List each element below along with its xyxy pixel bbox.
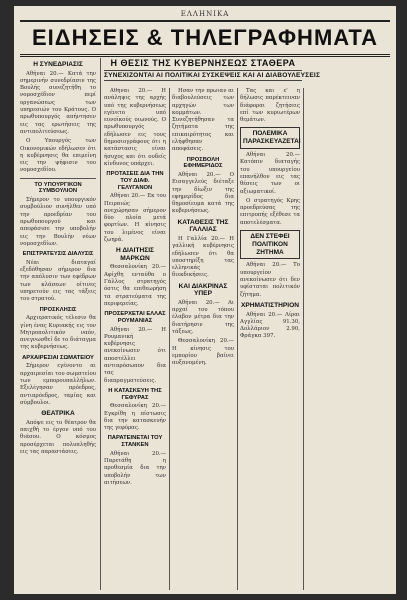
paragraph: Σήμερον εγένοντο αι αρχαιρεσίαι του σωματείου των εμπορουπαλλήλων. Εξελέγησαν πρόεδρος, αντιπρόεδρος, ταμίας και σύμβουλοι.: [20, 363, 96, 406]
paragraph: Θεσσαλονίκη 20.— Εγκρίθη η πίστωσις δια την κατασκευήν της γεφύρας.: [104, 403, 166, 432]
boxed-headline: ΔΕΝ ΣΤΕΦΕΙ ΠΟΛΙΤΙΚΟΝ ΖΗΤΗΜΑ: [240, 230, 300, 259]
paragraph: Σήμερον το υπουργικόν συμβούλιον συνήλθεν υπό την προεδρίαν του πρωθυπουργού και απεφάσισε την υποβολήν εις την Βουλήν νέων νομοσχεδίων.: [20, 197, 96, 247]
headline: ΠΡΟΣΚΛΗΣΙΣ: [39, 306, 77, 313]
headline: Η ΔΙΑΙΤΗΣΙΣ ΜΑΡΚΩΝ: [115, 247, 155, 262]
headline: Η ΚΑΤΑΣΚΕΥΗ ΤΗΣ ΓΕΦΥΡΑΣ: [108, 387, 162, 401]
column-1: [20, 58, 101, 590]
headline: ΠΑΡΑΤΕΙΝΕΤΑΙ ΤΟΥ ΣΤΑΝΚΕΝ: [107, 435, 163, 449]
paragraph: Απόψε εις το θέατρον θα παιχθή το έργον υπό του θιάσου. Ο κόσμος προσέρχεται πολυπληθής εις τας παραστάσεις.: [20, 419, 96, 455]
headline: ΚΑΤΑΘΕΣΙΣ ΤΗΣ ΓΑΛΛΙΑΣ: [177, 218, 229, 234]
paragraph: Αθήναι 20.— Λίραι Αγγλίας 91.30, Δολλάριον 2.90, Φράγκα 397.: [240, 311, 300, 340]
paragraph: Αθήναι 20.— Η ανάληψις της αρχής υπό της κυβερνήσεως εγένετο υπό ευνοϊκούς οιωνούς. Ο πρωθυπουργός εδήλωσεν εις τους δημοσιογράφους ότι η κατάστασις είναι ήσυχος και ότι ουδείς κίνδυνος υπάρχει.: [104, 88, 166, 167]
headline: ΠΡΟΤΑΣΕΙΣ ΔΙΑ ΤΗΝ ΤΟΥ ΔΙΑΦ. ΓΕΛΥΓΑΝΟΝ: [106, 171, 164, 191]
column-2: [104, 88, 170, 590]
running-head: ΕΛΛΗΝΙΚΑ: [180, 10, 230, 18]
paragraph: Αθήναι 20.— Κατόπιν διαταγής του υπουργείου επανήλθον εις τας θέσεις των οι αξιωματικοί.: [240, 152, 300, 195]
paragraph: Αθήναι 20.— Η Ρουμανική κυβέρνησις ανεκοίνωσεν ότι αποστέλλει αντιπρόσωπον δια τας διαπραγματεύσεις.: [104, 326, 166, 384]
paragraph: Νέαι διαταγαί εξεδόθησαν σήμερον δια την απόλυσιν των εφέδρων των κλάσεων οίτινες υπηρετούν εις τας τάξεις του στρατού.: [20, 259, 96, 303]
main-headline-block: [104, 58, 321, 81]
paragraph: Ησαν την πρωΐαν αι διαβουλεύσεις των αρχηγών των κομμάτων. Συνεζητήθησαν τα ζητήματα της επικαιρότητος και ελήφθησαν αποφάσεις.: [172, 88, 234, 153]
masthead: ΕΙΔΗΣΕΙΣ & ΤΗΛΕΓΡΑΦΗΜΑΤΑ: [20, 20, 390, 57]
headline: ΤΟ ΥΠΟΥΡΓΙΚΟΝ ΣΥΜΒΟΥΛΙΟΝ: [34, 181, 82, 195]
newspaper-page: [14, 6, 396, 594]
headline: ΧΡΗΜΑΤΙΣΤΗΡΙΟΝ: [241, 301, 299, 309]
headline: ΚΑΙ ΔΙΑΚΡΙΝΑΣ ΥΠΕΡ: [178, 282, 228, 298]
headline: Η ΣΥΝΕΔΡΙΑΣΙΣ: [33, 61, 83, 68]
paragraph: Αθήναι 20.— Αι αρχαί του τόπου έλαβον μέτρα δια την διατήρησιν της τάξεως.: [172, 299, 234, 336]
paragraph: Αθήναι 20.— Παρετάθη η προθεσμία δια την υποβολήν των αιτήσεων.: [104, 450, 166, 486]
headline: ΘΕΑΤΡΙΚΑ: [41, 410, 75, 418]
paragraph: Αθήναι 20.— Το υπουργείον ανεκοίνωσεν ότι δεν υφίσταται πολιτικόν ζήτημα.: [240, 262, 300, 298]
paragraph: Ο Υπουργός των Οικονομικών εδήλωσεν ότι η κυβέρνησις θα επιμείνη εις την ψήφισιν του νομοσχεδίου.: [20, 138, 96, 174]
headline: ΠΡΟΣΕΡΧΕΤΑΙ ΕΛΛΑΣ ΡΟΥΜΑΝΙΑΣ: [104, 311, 166, 324]
divider: [20, 178, 96, 179]
column-3: [172, 88, 238, 590]
headline: ΑΡΧΑΙΡΕΣΙΑΙ ΣΩΜΑΤΕΙΟΥ: [22, 354, 94, 361]
main-headline: Η ΘΕΣΙΣ ΤΗΣ ΚΥΒΕΡΝΗΣΕΩΣ ΣΤΑΘΕΡΑ: [110, 58, 296, 68]
paragraph: Αθήναι 20.— Ο Εισαγγελεύς διέταξε την δίωξιν της εφημερίδος δια δημοσίευμα κατά της κυβερνήσεως.: [172, 171, 234, 215]
paragraph: Αθήναι 20.— Εκ του Πειραιώς ανεχώρησαν σήμερον δύο πλοία μετά φορτίων. Η κίνησις του λιμένος είναι ζωηρά.: [104, 193, 166, 244]
paragraph: Η Γαλλία 20.— Η γαλλική κυβέρνησις εδήλωσεν ότι θα υποστηρίξη τας ελληνικάς διεκδικήσεις.: [172, 235, 234, 279]
main-subheadline: ΣΥΝΕΧΙΖΟΝΤΑΙ ΑΙ ΠΟΛΙΤΙΚΑΙ ΣΥΣΚΕΨΕΙΣ ΚΑΙ ΑΙ ΔΙΑΒΟΥΛΕΥΣΕΙΣ: [104, 72, 321, 79]
headline: ΠΡΟΣΒΟΛΗ ΕΦΗΜΕΡΙΔΟΣ: [183, 156, 223, 170]
paragraph: Τας και ε' η δήλωσις παρέκτειναν διάφοραι ζητήσεις επί των κυριωτέρων θεμάτων.: [240, 88, 300, 124]
paragraph: Θεσσαλονίκη 20.— Η κίνησις του εμπορίου βαίνει αυξανομένη.: [172, 338, 234, 367]
paragraph: Αρχιερατικός τέλεσιν θα γίνη ένας Κυριακής εις τον Μητροπολιτικόν ναόν, ανεγνωσθεί δε το διάταγμα της κυβερνήσεως.: [20, 315, 96, 351]
paragraph: Ο στρατηγός Κρης προεδρεύσας της επιτροπής εξέθεσε τα αποτελέσματα.: [240, 197, 300, 226]
column-4: [240, 88, 304, 590]
paragraph: Θεσσαλονίκη 20.— Αφίχθη ενταύθα ο Γάλλος στρατηγός όστις θα επιθεωρήση τα στρατεύματα της περιφερείας.: [104, 264, 166, 307]
headline: ΕΠΙΣΤΡΑΤΕΥΣΙΣ ΔΙΑΛΥΣΙΣ: [22, 251, 94, 258]
boxed-headline: ΠΟΛΕΜΙΚΑ ΠΑΡΑΣΚΕΥΑΖΕΤΑΙ: [240, 127, 300, 149]
paragraph: Αθήναι 20.— Κατά την σημερινήν συνεδρίασιν της Βουλής συνεζητήθη το νομοσχέδιον περί οργανώσεως των υπηρεσιών του Κράτους. Ο πρωθυπουργός απήντησεν εις τας ερωτήσεις της αντιπολιτεύσεως.: [20, 70, 96, 135]
